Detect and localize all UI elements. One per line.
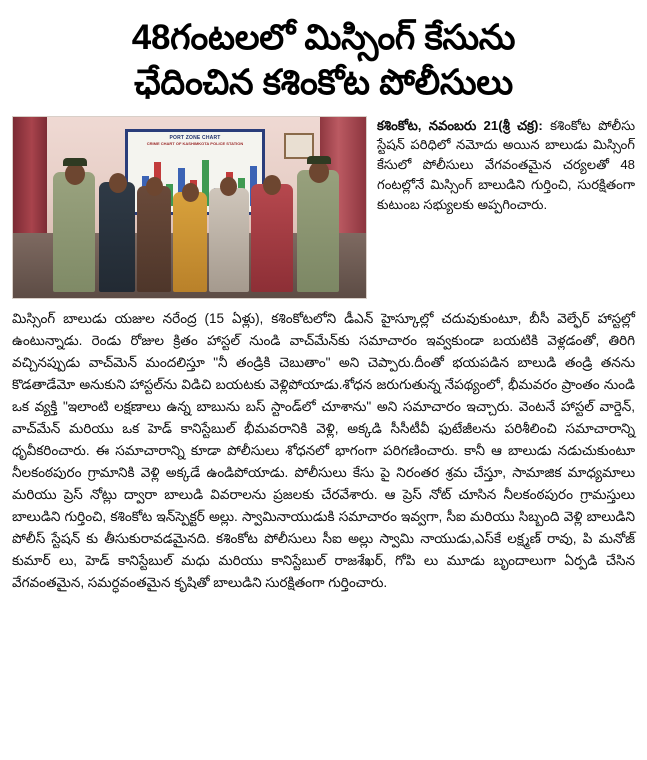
board-subtitle: CRIME CHART OF KASHIMKOTA POLICE STATION — [146, 140, 244, 146]
photo-person-woman-shawl — [209, 188, 249, 292]
headline-line-1: 48గంటలలో మిస్సింగ్ కేసును — [131, 18, 516, 57]
photo-person-cap — [307, 156, 331, 164]
photo-person-officer-left — [53, 172, 95, 292]
article-lead-column — [377, 116, 635, 215]
photo-person-head — [309, 161, 329, 183]
photo-person-head — [146, 177, 163, 196]
photo-person-head — [263, 175, 281, 195]
photo-wall-frame — [284, 133, 314, 159]
lead-text: కశింకోట పోలీసు స్టేషన్ పరిధిలో నమోదు అయిన బాలుడు మిస్సింగ్ కేసులో పోలీసులు వేగవంతమైన చర్యలతో 48 గంటల్లోనే మిస్సింగ్ బాలుడిని గుర్తించి, సురక్షితంగా కుటుంబ సభ్యులకు అప్పగించారు. — [377, 117, 636, 212]
photo-person-woman-saree — [251, 184, 293, 292]
article-body — [12, 308, 635, 594]
dateline: కశింకోట, నవంబరు 21(శ్రీ చక్ర): — [377, 117, 543, 133]
photo-person-head — [220, 177, 237, 196]
photo-person-boy — [173, 192, 207, 292]
headline-line-2: ఛేదించిన కశింకోట పోలీసులు — [134, 62, 513, 102]
board-title: PORT ZONE CHART — [169, 134, 221, 141]
article-photo-wrapper — [12, 116, 367, 299]
photo-person-officer-right — [297, 170, 339, 292]
photo-person-3 — [137, 186, 171, 292]
article-photo — [12, 116, 367, 299]
photo-person-2 — [99, 182, 135, 292]
article-body-paragraph: మిస్సింగ్ బాలుడు యజుల నరేంద్ర (15 ఏళ్లు), కశింకోటలోని డీఎన్ హైస్కూల్లో చదువుకుంటూ, బీసీ వెల్ఫేర్ హాస్టల్లో ఉంటున్నాడు. రెండు రోజుల క్రితం హాస్టల్ నుండి వాచ్‌మేన్‌కు సమాచారం ఇవ్వకుండా బయటికి వెళ్లడంతో, తిరిగి వచ్చినప్పుడు వాచ్‌మెన్ మందలిస్తూ "నీ తండ్రికి చెబుతాం" అని చెప్పారు.దీంతో భయపడిన బాలుడి తండ్రి తనను కొడతాడేమో అనుకుని హాస్టల్‌ను విడిచి బయటకు వెళ్లిపోయాడు.శోధన జరుగుతున్న నేపథ్యంలో, భీమవరం ప్రాంతం నుండి ఒక వ్యక్తి "ఇలాంటి లక్షణాలు ఉన్న బాబును బస్ స్టాండ్‌లో చూశాను" అని సమాచారం ఇచ్చారు. వెంటనే హాస్టల్ వార్డెన్, వాచ్‌మేన్ మరియు ఒక హెడ్ కానిస్టేబుల్ భీమవరానికి వెళ్లి, అక్కడి సీసీటీవీ ఫుటేజీలను పరిశీలించి సమాచారాన్ని ధృవీకరించారు. ఈ సమాచారాన్ని కూడా పోలీసులు శోధనలో భాగంగా పరిగణించారు. కానీ ఆ బాలుడు నడుచుకుంటూ నీలకంఠపురం గ్రామానికి వెళ్లి అక్కడే ఉండిపోయాడు. పోలీసులు కేసు పై నిరంతర శ్రమ చేస్తూ, సామాజిక మాధ్యమాలు మరియు ప్రెస్ నోట్లు ద్వారా బాలుడి వివరాలను ప్రజలకు చేరవేశారు. ఆ ప్రెస్ నోట్ చూసిన నీలకంఠపురం గ్రామస్తులు బాలుడిని గుర్తించి, కశింకోట ఇన్‌స్పెక్టర్ అల్లు. స్వామినాయుడుకి సమాచారం ఇవ్వగా, సీఐ మరియు సిబ్బంది వెళ్లి బాలుడిని పోలీస్ స్టేషన్ కు తీసుకురావడమైనది. కశింకోట పోలీసులు సీఐ అల్లు స్వామి నాయుడు,ఎస్‌కే లక్ష్మణ్ రావు, పి మనోజ్ కుమార్ లు, హెడ్ కానిస్టేబుల్ మధు మరియు కానిస్టేబుల్ రాజశేఖర్, గోపి లు మూడు బృందాలుగా ఏర్పడి చేసిన వేగవంతమైన, సమర్ధవంతమైన కృషితో బాలుడిని సురక్షితంగా గుర్తించారు. — [12, 310, 635, 590]
photo-person-head — [109, 173, 127, 193]
photo-person-head — [182, 183, 199, 202]
photo-person-cap — [63, 158, 87, 166]
photo-person-head — [65, 163, 85, 185]
page-title — [12, 16, 635, 106]
top-block — [12, 116, 635, 299]
